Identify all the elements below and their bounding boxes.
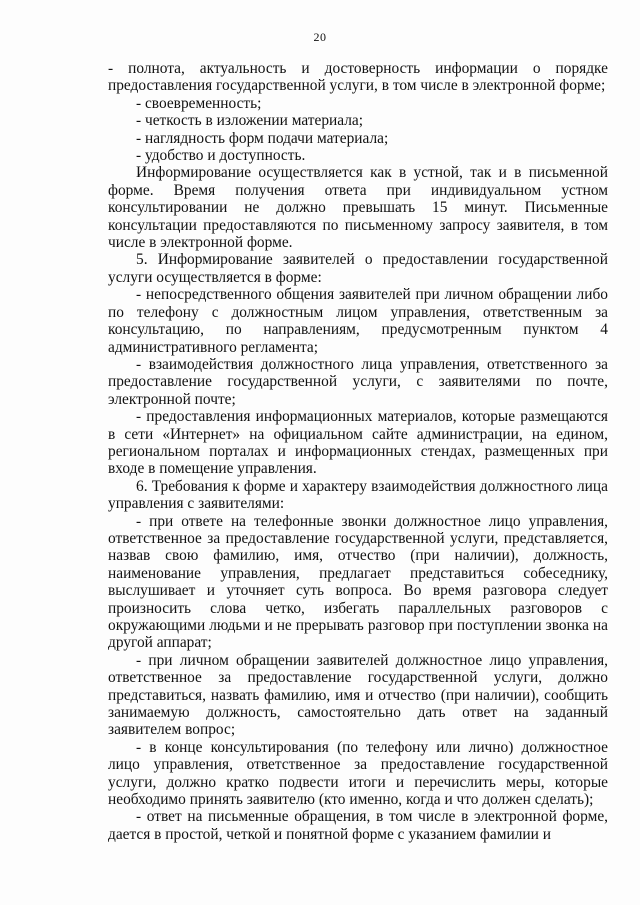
- list-item-consultation-end: - в конце консультирования (по телефону или лично) должностное лицо управления, ответственное за предоставление государственной услуги, должно кратко подвести итоги и перечислить меры, которые необходимо принять заявителю (кто именно, когда и что должен сделать);: [108, 738, 608, 809]
- list-item-clarity: - четкость в изложении материала;: [136, 112, 364, 130]
- list-item-direct-contact: - непосредственного общения заявителей при личном обращении либо по телефону с должностным лицом управления, ответственным за консультацию, по направлениям, предусмотренным пунктом 4 административного регламента;: [108, 286, 608, 356]
- page-number: 20: [313, 30, 327, 44]
- list-item-mail-interaction: - взаимодействия должностного лица управления, ответственного за предоставление государственной услуги, с заявителями по почте, электронной почте;: [108, 355, 608, 408]
- list-item-personal-visit: - при личном обращении заявителей должностное лицо управления, ответственное за предоставление государственной услуги, должно представиться, назвать фамилию, имя и отчество (при наличии), сообщить занимаемую должность, самостоятельно дать ответ на заданный заявителем вопрос;: [108, 651, 608, 739]
- list-item-written-answers: - ответ на письменные обращения, в том числе в электронной форме, дается в простой, четкой и понятной форме с указанием фамилии и: [108, 808, 608, 843]
- section-6-heading: 6. Требования к форме и характеру взаимодействия должностного лица управления с заявителями:: [108, 477, 608, 513]
- paragraph-informing-forms: Информирование осуществляется как в устной, так и в письменной форме. Время получения ответа при индивидуальном устном консультировании не должно превышать 15 минут. Письменные консультации предоставляются по письменному запросу заявителя, в том числе в электронной форме.: [108, 164, 608, 252]
- list-item-timeliness: - своевременность;: [136, 94, 262, 112]
- list-item-phone-calls: - при ответе на телефонные звонки должностное лицо управления, ответственное за предоставление государственной услуги, представляется, назвав свою фамилию, имя, отчество (при наличии), должность, наименование управления, предлагает представиться собеседнику, выслушивает и уточняет суть вопроса. Во время разговора следует произносить слова четко, избегать параллельных разговоров с окружающими людьми и не прерывать разговор при поступлении звонка на другой аппарат;: [108, 512, 608, 652]
- section-5-heading: 5. Информирование заявителей о предоставлении государственной услуги осуществляется в форме:: [108, 251, 608, 286]
- list-item-visibility: - наглядность форм подачи материала;: [136, 129, 389, 147]
- list-item-convenience: - удобство и доступность.: [136, 147, 306, 165]
- document-body: [108, 60, 608, 843]
- list-item-info-materials: - предоставления информационных материалов, которые размещаются в сети «Интернет» на официальном сайте администрации, на едином, региональном порталах и информационных стендах, размещенных при входе в помещение управления.: [108, 408, 608, 478]
- paragraph-completeness: - полнота, актуальность и достоверность информации о порядке предоставления государственной услуги, в том числе в электронной форме;: [108, 60, 608, 95]
